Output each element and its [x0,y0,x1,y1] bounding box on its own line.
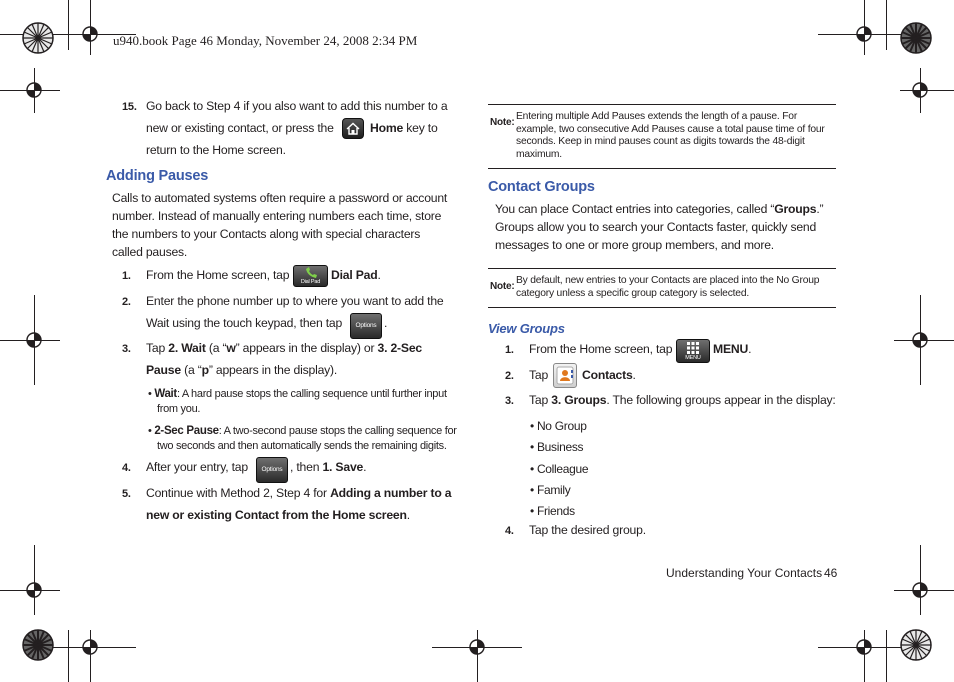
page-number: 46 [824,566,838,580]
star-target-icon [21,21,55,55]
vg-step-3-text [529,389,836,411]
menu-icon-label: MENU [685,355,701,361]
step-number: 1. [122,270,131,282]
bullet-term: Wait [154,388,177,400]
home-key-icon [342,118,364,139]
step-2-line1: Enter the phone number up to where you want to add the [146,294,444,308]
step-1-text: From the Home screen, tap [146,268,290,282]
vg-step-1-text: From the Home screen, tap [529,342,673,356]
text-run: (a “ [205,341,227,355]
note-line: example, two consecutive Add Pauses cause a total pause time of four [516,123,825,135]
text-run: . [363,460,367,474]
note-line: seconds. Keep in mind pauses count as digits towards the 48-digit [516,136,805,148]
step-number: 3. [122,343,131,355]
vg-step-2-bold [582,364,636,386]
intro-line: messages to one or more group members, and more. [495,238,774,252]
step-1-bold [331,264,381,286]
text-run: . The following groups appear in the display: [606,393,836,407]
text-run-bold: p [201,363,209,377]
registration-mark-icon [854,637,874,657]
text-run: ” appears in the display). [208,363,338,377]
step-2-line2: Wait using the touch keypad, then tap [146,316,343,330]
registration-mark-icon [24,580,44,600]
group-name: Colleague [536,461,589,476]
bullet-text: two seconds and then automatically sends the remaining digits. [157,440,447,452]
section-heading-adding-pauses: Adding Pauses [106,168,209,184]
step-number: 2. [122,296,131,308]
group-list [530,416,588,522]
menu-label: MENU [713,342,749,356]
registration-mark-icon [854,24,874,44]
bullet-text: : A two-second pause stops the calling sequence for [218,425,457,437]
text-run: . [406,508,410,522]
text-run-bold: 2. Wait [168,341,206,355]
dial-pad-label: Dial Pad [331,268,378,282]
text-run: Tap [146,341,169,355]
text-run: Tap [529,393,552,407]
home-key-label: Home [370,121,404,135]
note-line: By default, new entries to your Contacts are placed into the No Group [516,275,820,286]
vg-step-2-text: Tap [529,368,549,382]
registration-mark-icon [24,330,44,350]
step-15-text: key to [403,121,438,135]
note-box [488,268,836,308]
list-item: • Family [530,482,571,497]
footer-section-title: Understanding Your Contacts [666,566,823,580]
intro-line: number. Instead of manually entering numbers each time, store [112,209,442,223]
list-item: • Business [530,440,584,455]
group-name: Business [536,440,584,455]
text-run: ” appears in the display) or [235,341,378,355]
note-text [516,111,825,161]
text-run-bold: 3. 2-Sec [377,341,423,355]
step-number: 15. [122,101,137,113]
step-2-end: . [384,316,388,330]
options-icon: Options [256,457,288,483]
registration-mark-icon [910,580,930,600]
step-3-line2 [146,359,337,381]
contacts-label: Contacts [582,368,633,382]
text-run: Continue with Method 2, Step 4 for [146,486,331,500]
adding-pauses-intro [112,189,447,261]
text-run-bold: 1. Save [322,460,364,474]
star-target-icon [21,628,55,662]
step-5-line2 [146,504,410,526]
text-run: . [632,368,636,382]
bullet-text: : A hard pause stops the calling sequence until further input [176,388,447,400]
text-run: You can place Contact entries into categories, called “ [495,202,775,216]
dial-pad-icon-label: Dial Pad [300,279,321,285]
step-3-line1 [146,337,422,359]
note-label: Note: [490,281,515,292]
vg-step-1-bold [713,338,751,360]
list-item: • Colleague [530,461,589,476]
group-name: Friends [536,504,575,519]
step-number: 4. [122,462,131,474]
step-number: 4. [505,525,514,537]
list-item: • No Group [530,419,587,433]
note-line: maximum. [516,148,562,160]
group-name: Family [536,482,571,497]
bullet-item: • Wait: A hard pause stops the calling sequence until further input from you. [148,388,447,415]
subheading-view-groups: View Groups [488,321,565,336]
step-15-line1: Go back to Step 4 if you also want to add this number to a [146,99,448,113]
bullet-term: 2-Sec Pause [154,425,219,437]
running-head: u940.book Page 46 Monday, November 24, 2008 2:34 PM [113,33,418,48]
registration-mark-icon [80,24,100,44]
note-label: Note: [490,117,515,128]
group-name: No Group [536,419,587,433]
list-item: • Friends [530,504,575,519]
step-number: 5. [122,488,131,500]
contacts-icon [553,363,577,388]
star-target-icon [899,628,933,662]
intro-line: Groups allow you to search your Contacts faster, quickly send [495,220,817,234]
text-run: . [748,342,752,356]
vg-step-4-text: Tap the desired group. [529,523,646,537]
text-run-bold: w [226,341,236,355]
text-run: (a “ [180,363,202,377]
intro-line: called pauses. [112,245,188,259]
step-1-end: . [377,268,381,282]
registration-mark-icon [467,637,487,657]
step-15-line2 [146,117,334,139]
registration-mark-icon [80,637,100,657]
note-line: Entering multiple Add Pauses extends the length of a pause. For [516,111,798,122]
text-run-bold: Groups [774,202,817,216]
text-run-bold: Adding a number to a [330,486,452,500]
contact-groups-intro [495,200,823,254]
bullet-item: • 2-Sec Pause: A two-second pause stops the calling sequence for two seconds and then automatically sends the remaining digits. [148,425,457,452]
note-text [516,275,819,300]
dial-pad-icon [293,265,328,287]
registration-mark-icon [24,80,44,100]
step-number: 1. [505,344,514,356]
menu-icon [676,339,710,363]
step-15-text: new or existing contact, or press the [146,121,334,135]
step-4-end [290,456,366,478]
intro-line: Calls to automated systems often require a password or account [112,191,448,205]
step-number: 2. [505,370,514,382]
options-icon: Options [350,313,382,339]
intro-line: the numbers to your Contacts along with special characters [112,227,421,241]
registration-mark-icon [910,80,930,100]
text-run: , then [290,460,323,474]
text-run: .” [816,202,824,216]
step-15-home [370,117,438,139]
section-heading-contact-groups: Contact Groups [488,179,595,195]
text-run-bold: 3. Groups [551,393,607,407]
star-target-icon [899,21,933,55]
step-4-text: After your entry, tap [146,460,248,474]
note-box [488,104,836,169]
text-run-bold: new or existing Contact from the Home screen [146,508,407,522]
step-15-line3: return to the Home screen. [146,143,286,157]
step-number: 3. [505,395,514,407]
note-line: category unless a specific group category is selected. [516,287,750,299]
bullet-text: from you. [157,403,201,415]
step-5-line1 [146,482,451,504]
text-run-bold: Pause [146,363,181,377]
registration-mark-icon [910,330,930,350]
